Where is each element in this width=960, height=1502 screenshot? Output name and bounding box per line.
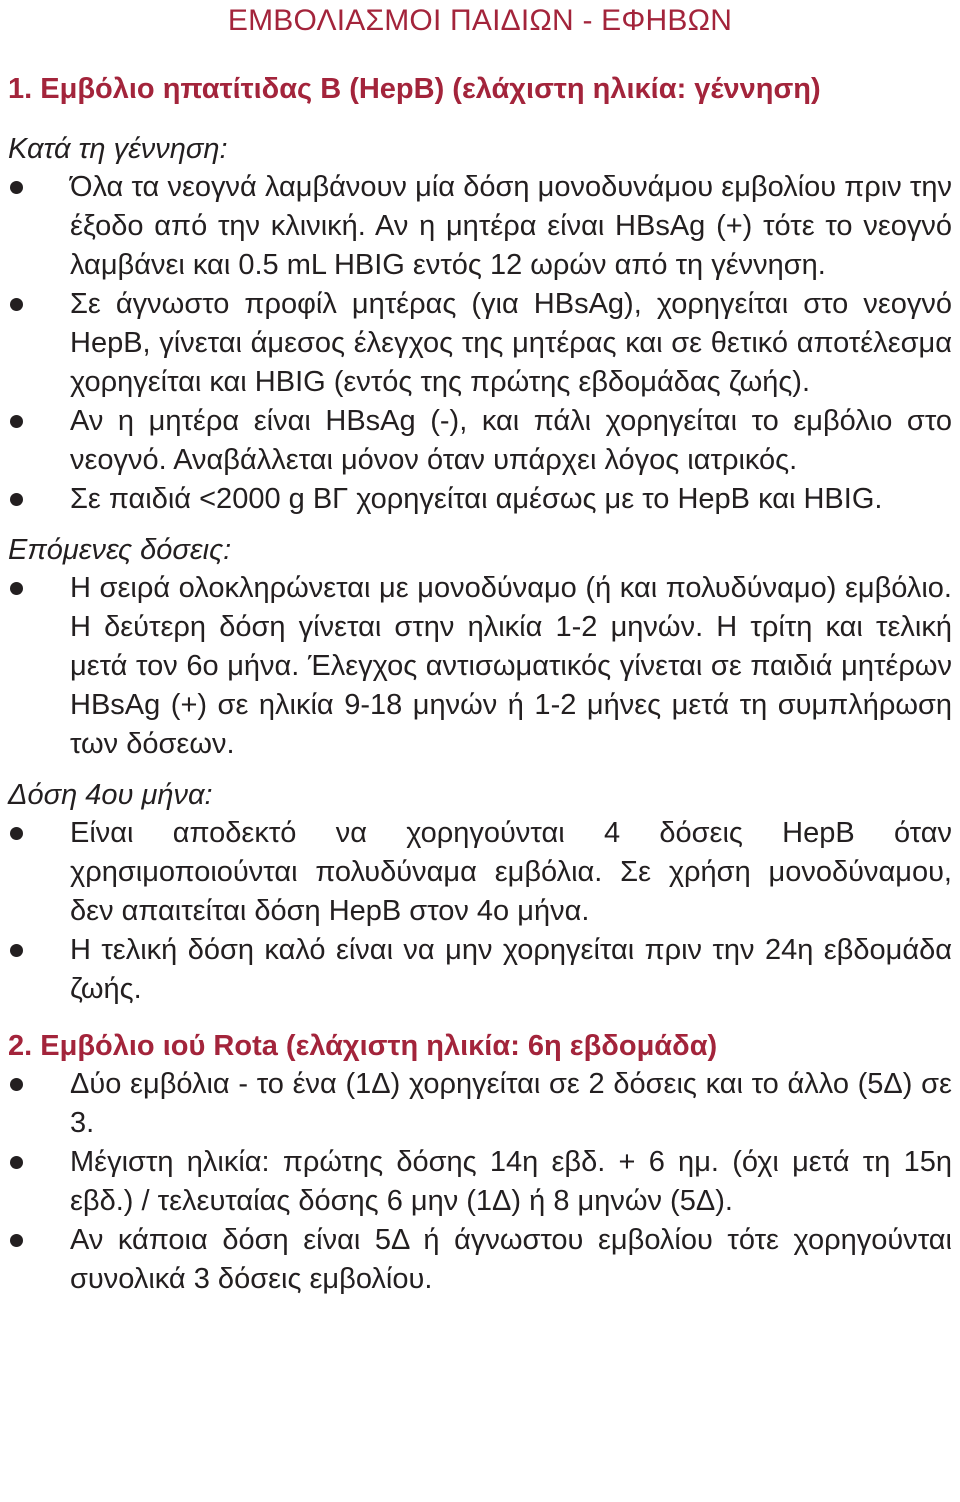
section-2-heading: 2. Εμβόλιο ιού Rota (ελάχιστη ηλικία: 6η εβδομάδα) <box>8 1030 718 1062</box>
list-item <box>8 1143 952 1221</box>
list-item <box>8 168 952 285</box>
document-title: ΕΜΒΟΛΙΑΣΜΟΙ ΠΑΙΔΙΩΝ - ΕΦΗΒΩΝ <box>227 4 733 37</box>
list-item <box>8 480 952 519</box>
next-doses-list <box>8 569 952 764</box>
list-item-text: Μέγιστη ηλικία: πρώτης δόσης 14η εβδ. + 6 ημ. (όχι μετά τη 15η εβδ.) / τελευταίας δόσης 6 μην (1Δ) ή 8 μηνών (5Δ). <box>70 1146 952 1217</box>
birth-subheading: Κατά τη γέννηση: <box>8 133 228 165</box>
bullet-icon <box>10 181 23 194</box>
bullet-icon <box>10 415 23 428</box>
bullet-icon <box>10 298 23 311</box>
document-page <box>0 2 960 1502</box>
bullet-icon <box>10 827 23 840</box>
month4-dose-list <box>8 814 952 1009</box>
list-item-text: Αν κάποια δόση είναι 5Δ ή άγνωστου εμβολίου τότε χορηγούνται συνολικά 3 δόσεις εμβολίου. <box>70 1224 952 1295</box>
list-item-text: Η σειρά ολοκληρώνεται με μονοδύναμο (ή και πολυδύναμο) εμβόλιο. Η δεύτερη δόση γίνεται στην ηλικία 1-2 μηνών. Η τρίτη και τελική μετά τον 6ο μήνα. Έλεγχος αντισωματικός γίνεται σε παιδιά μητέρων HBsAg (+) σε ηλικία 9-18 μηνών ή 1-2 μήνες μετά τη συμπλήρωση των δόσεων. <box>70 572 952 760</box>
list-item <box>8 1065 952 1143</box>
next-doses-subheading: Επόμενες δόσεις: <box>8 534 232 566</box>
list-item <box>8 931 952 1009</box>
list-item-text: Δύο εμβόλια - το ένα (1Δ) χορηγείται σε 2 δόσεις και το άλλο (5Δ) σε 3. <box>70 1068 952 1139</box>
list-item-text: Όλα τα νεογνά λαμβάνουν μία δόση μονοδυνάμου εμβολίου πριν την έξοδο από την κλινική. Αν η μητέρα είναι HBsAg (+) τότε το νεογνό λαμβάνει και 0.5 mL HBIG εντός 12 ωρών από τη γέννηση. <box>70 171 952 281</box>
list-item-text: Η τελική δόση καλό είναι να μην χορηγείται πριν την 24η εβδομάδα ζωής. <box>70 934 952 1005</box>
bullet-icon <box>10 1078 23 1091</box>
list-item-text: Σε παιδιά <2000 g ΒΓ χορηγείται αμέσως με το HepB και HBIG. <box>70 483 883 515</box>
list-item <box>8 569 952 764</box>
section-2-list <box>8 1065 952 1299</box>
bullet-icon <box>10 1156 23 1169</box>
list-item <box>8 402 952 480</box>
month4-dose-subheading: Δόση 4ου μήνα: <box>8 779 213 811</box>
list-item-text: Είναι αποδεκτό να χορηγούνται 4 δόσεις HepB όταν χρησιμοποιούνται πολυδύναμα εμβόλια. Σε χρήση μονοδύναμου, δεν απαιτείται δόση HepB στον 4ο μήνα. <box>70 817 952 927</box>
bullet-icon <box>10 944 23 957</box>
list-item <box>8 1221 952 1299</box>
section-1-heading: 1. Εμβόλιο ηπατίτιδας Β (HepB) (ελάχιστη ηλικία: γέννηση) <box>8 73 821 105</box>
list-item <box>8 814 952 931</box>
bullet-icon <box>10 1234 23 1247</box>
section-1 <box>8 130 952 1009</box>
list-item-text: Αν η μητέρα είναι HBsAg (-), και πάλι χορηγείται το εμβόλιο στο νεογνό. Αναβάλλεται μόνον όταν υπάρχει λόγος ιατρικός. <box>70 405 952 476</box>
bullet-icon <box>10 493 23 506</box>
bullet-icon <box>10 582 23 595</box>
birth-list <box>8 168 952 519</box>
list-item <box>8 285 952 402</box>
list-item-text: Σε άγνωστο προφίλ μητέρας (για HBsAg), χορηγείται στο νεογνό HepB, γίνεται άμεσος έλεγχος της μητέρας και σε θετικό αποτέλεσμα χορηγείται και HBIG (εντός της πρώτης εβδομάδας ζωής). <box>70 288 952 398</box>
